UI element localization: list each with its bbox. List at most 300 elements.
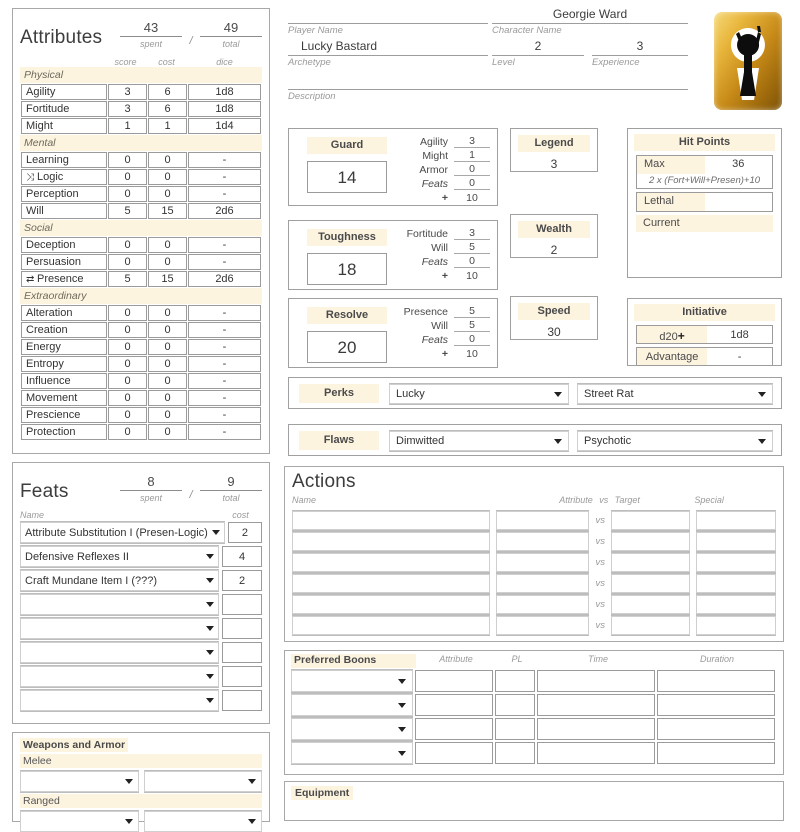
feat-select-7[interactable] <box>20 666 219 687</box>
small-stat-value[interactable]: 2 <box>550 243 558 257</box>
attribute-name-cell <box>21 152 107 168</box>
attribute-name-label: Creation <box>26 324 68 336</box>
defense-component-row <box>402 332 490 346</box>
defense-component-row <box>402 240 490 254</box>
attribute-name-cell <box>21 203 107 219</box>
actions-title: Actions <box>292 471 356 492</box>
experience-value[interactable]: 3 <box>592 38 688 56</box>
attribute-score-cell[interactable]: 5 <box>108 203 147 219</box>
action-name-input[interactable] <box>292 574 490 593</box>
attribute-dice-cell[interactable]: - <box>188 407 261 423</box>
attribute-name-label: Fortitude <box>26 103 70 115</box>
initiative-die-row <box>636 325 773 344</box>
defense-component-row <box>402 148 490 162</box>
hit-points-max-label: Max <box>637 156 705 174</box>
attribute-name-cell <box>21 101 107 117</box>
boon-pl-cell[interactable] <box>495 718 535 740</box>
chevron-down-icon <box>206 626 214 631</box>
defense-component-value[interactable]: 10 <box>466 270 478 282</box>
action-attribute-input[interactable] <box>496 574 589 593</box>
small-stat-box <box>510 296 598 340</box>
action-row <box>292 616 776 635</box>
boon-duration-cell[interactable] <box>657 742 775 764</box>
attribute-swap-icon: ⤨ <box>26 172 34 183</box>
attribute-cost-cell[interactable]: 0 <box>148 305 187 321</box>
level-field[interactable] <box>492 38 584 68</box>
boon-pl-cell[interactable] <box>495 742 535 764</box>
character-name-value[interactable]: Georgie Ward <box>492 6 688 24</box>
action-name-input[interactable] <box>292 595 490 614</box>
attribute-cost-cell[interactable]: 0 <box>148 390 187 406</box>
attribute-dice-cell[interactable]: - <box>188 186 261 202</box>
attribute-cost-cell[interactable]: 0 <box>148 356 187 372</box>
attribute-group-label: Physical <box>20 67 262 83</box>
defense-component-value[interactable]: 1 <box>454 149 490 162</box>
initiative-advantage-value[interactable]: - <box>737 351 742 363</box>
attribute-group-table <box>20 236 262 288</box>
character-name-label: Character Name <box>492 25 562 36</box>
attribute-score-cell[interactable]: 0 <box>108 237 147 253</box>
feat-select-4[interactable] <box>20 594 219 615</box>
feat-cost-cell[interactable] <box>222 642 262 663</box>
action-target-input[interactable] <box>611 553 690 572</box>
attribute-name-cell <box>21 407 107 423</box>
hit-points-lethal-block <box>636 192 773 212</box>
attribute-name-label: Energy <box>26 341 61 353</box>
description-field[interactable] <box>288 72 688 102</box>
attribute-score-cell[interactable]: 3 <box>108 101 147 117</box>
melee-weapon-select-1[interactable] <box>20 771 139 792</box>
action-attribute-input[interactable] <box>496 616 589 635</box>
attribute-name-cell <box>21 390 107 406</box>
weapons-and-armor-panel <box>12 732 270 822</box>
boon-attribute-cell[interactable] <box>415 742 493 764</box>
attribute-score-cell[interactable]: 0 <box>108 254 147 270</box>
attribute-row <box>21 373 261 389</box>
attribute-cost-cell[interactable]: 0 <box>148 186 187 202</box>
defense-component-value[interactable]: 5 <box>454 319 490 332</box>
attribute-row <box>21 186 261 202</box>
feat-select-1[interactable] <box>20 522 225 543</box>
boons-col-duration: Duration <box>699 654 735 664</box>
attribute-name-cell <box>21 169 107 185</box>
hit-points-current-label: Current <box>636 215 773 232</box>
attribute-dice-cell[interactable]: - <box>188 152 261 168</box>
attribute-group-table <box>20 304 262 441</box>
boon-pl-cell[interactable] <box>495 670 535 692</box>
boon-time-cell[interactable] <box>537 742 655 764</box>
boon-duration-cell[interactable] <box>657 718 775 740</box>
equipment-title: Equipment <box>291 786 353 800</box>
boon-row <box>291 742 777 764</box>
player-name-value[interactable] <box>288 6 488 24</box>
hit-points-lethal-value[interactable] <box>705 193 773 211</box>
attributes-col-dice: dice <box>216 57 233 67</box>
boon-time-cell[interactable] <box>537 670 655 692</box>
actions-panel <box>284 466 784 642</box>
archetype-field[interactable] <box>288 38 488 68</box>
attributes-total <box>200 20 262 49</box>
small-stat-value[interactable]: 30 <box>547 325 561 339</box>
attribute-dice-cell[interactable]: - <box>188 237 261 253</box>
attribute-cost-cell[interactable]: 0 <box>148 237 187 253</box>
attribute-name-label: Prescience <box>26 409 81 421</box>
feats-column-headers <box>20 504 262 520</box>
chevron-down-icon <box>206 554 214 559</box>
action-name-input[interactable] <box>292 553 490 572</box>
feats-total-label: total <box>222 493 240 503</box>
initiative-die-value[interactable]: 1d8 <box>730 329 749 341</box>
attributes-spent <box>120 20 182 49</box>
plus-icon: + <box>441 348 448 360</box>
boon-select-1[interactable] <box>291 670 413 692</box>
chevron-down-icon <box>398 703 406 708</box>
attribute-cost-cell[interactable]: 0 <box>148 407 187 423</box>
defense-component-value[interactable]: 0 <box>454 333 490 346</box>
boons-col-pl: PL <box>511 654 523 664</box>
chevron-down-icon <box>758 439 766 444</box>
perk-select-2[interactable] <box>577 384 773 404</box>
defense-component-row <box>402 162 490 176</box>
action-vs-label: vs <box>595 620 605 631</box>
feats-header <box>20 469 262 503</box>
attribute-cost-cell[interactable]: 15 <box>148 271 187 287</box>
hit-points-max-value[interactable]: 36 <box>732 158 745 170</box>
hit-points-max-row <box>637 156 772 174</box>
action-special-input[interactable] <box>696 574 776 593</box>
weapons-ranged-label: Ranged <box>20 794 262 808</box>
feat-cost-cell[interactable]: 2 <box>228 522 262 543</box>
attribute-dice-cell[interactable]: - <box>188 254 261 270</box>
attribute-row <box>21 118 261 134</box>
attribute-name-label: Perception <box>26 188 79 200</box>
action-special-input[interactable] <box>696 553 776 572</box>
attribute-score-cell[interactable]: 0 <box>108 186 147 202</box>
attribute-cost-cell[interactable]: 15 <box>148 203 187 219</box>
small-stat-box <box>510 128 598 172</box>
weapons-title: Weapons and Armor <box>20 738 128 752</box>
action-target-input[interactable] <box>611 616 690 635</box>
action-row <box>292 574 776 593</box>
defense-component-value[interactable]: 5 <box>454 305 490 318</box>
attribute-score-cell[interactable]: 5 <box>108 271 147 287</box>
boons-col-time: Time <box>588 654 608 664</box>
attribute-dice-cell[interactable]: 1d8 <box>188 84 261 100</box>
small-stat-name: Speed <box>518 303 590 320</box>
action-special-input[interactable] <box>696 616 776 635</box>
attribute-group-table <box>20 83 262 135</box>
small-stat-name: Legend <box>518 135 590 152</box>
actions-list <box>292 511 776 635</box>
attribute-name-cell <box>21 305 107 321</box>
feat-row <box>20 666 262 687</box>
attribute-cost-cell[interactable]: 0 <box>148 152 187 168</box>
flaw-1-value: Dimwitted <box>396 435 445 447</box>
defense-component-row <box>402 304 490 318</box>
feats-slash: / <box>189 489 193 501</box>
attribute-row <box>21 203 261 219</box>
attribute-score-cell[interactable]: 3 <box>108 84 147 100</box>
action-special-input[interactable] <box>696 511 776 530</box>
boon-attribute-cell[interactable] <box>415 694 493 716</box>
defense-component-label: Presence <box>403 306 448 318</box>
attribute-name-label: Presence <box>37 273 84 285</box>
defense-component-row <box>402 268 490 282</box>
attribute-dice-cell[interactable]: - <box>188 424 261 440</box>
boon-attribute-cell[interactable] <box>415 670 493 692</box>
attributes-spent-value: 43 <box>120 20 182 37</box>
hit-points-panel <box>627 128 782 278</box>
action-attribute-input[interactable] <box>496 511 589 530</box>
attribute-score-cell[interactable]: 0 <box>108 390 147 406</box>
attribute-dice-cell[interactable]: - <box>188 169 261 185</box>
defense-total-value[interactable]: 20 <box>307 331 387 363</box>
preferred-boons-panel <box>284 650 784 775</box>
defense-component-row <box>402 176 490 190</box>
action-name-input[interactable] <box>292 616 490 635</box>
defense-components <box>402 304 490 360</box>
action-target-input[interactable] <box>611 511 690 530</box>
defense-component-row <box>402 318 490 332</box>
equipment-panel <box>284 781 784 821</box>
defense-total-value[interactable]: 14 <box>307 161 387 193</box>
feat-row <box>20 642 262 663</box>
defense-component-row <box>402 254 490 268</box>
hit-points-formula: 2 x (Fort+Will+Presen)+10 <box>648 175 761 186</box>
attribute-cost-cell[interactable]: 0 <box>148 373 187 389</box>
attribute-dice-cell[interactable]: - <box>188 356 261 372</box>
feats-total <box>200 474 262 503</box>
feats-total-value: 9 <box>200 474 262 491</box>
chevron-down-icon <box>554 439 562 444</box>
feat-cost-cell[interactable]: 2 <box>222 570 262 591</box>
chevron-down-icon <box>398 727 406 732</box>
attribute-name-cell <box>21 322 107 338</box>
attribute-row <box>21 237 261 253</box>
action-target-input[interactable] <box>611 574 690 593</box>
boon-select-4[interactable] <box>291 742 413 764</box>
action-attribute-input[interactable] <box>496 595 589 614</box>
attribute-score-cell[interactable]: 0 <box>108 373 147 389</box>
attribute-cost-cell[interactable]: 0 <box>148 339 187 355</box>
attribute-row <box>21 84 261 100</box>
actions-col-vs: vs <box>599 495 609 505</box>
action-name-input[interactable] <box>292 511 490 530</box>
attribute-name-cell <box>21 373 107 389</box>
attribute-dice-cell[interactable]: 1d8 <box>188 101 261 117</box>
attribute-cost-cell[interactable]: 6 <box>148 84 187 100</box>
attribute-cost-cell[interactable]: 0 <box>148 322 187 338</box>
attributes-slash: / <box>189 35 193 47</box>
action-special-input[interactable] <box>696 595 776 614</box>
small-stat-name: Wealth <box>518 221 590 238</box>
attributes-col-cost: cost <box>158 57 175 67</box>
weapons-ranged-row <box>20 811 262 832</box>
feat-select-8[interactable] <box>20 690 219 711</box>
action-attribute-input[interactable] <box>496 553 589 572</box>
action-target-input[interactable] <box>611 595 690 614</box>
attribute-cost-cell[interactable]: 0 <box>148 254 187 270</box>
defense-name: Toughness <box>307 229 387 246</box>
boon-pl-cell[interactable] <box>495 694 535 716</box>
attribute-cost-cell[interactable]: 6 <box>148 101 187 117</box>
defense-component-label: Might <box>422 150 448 162</box>
boon-select-2[interactable] <box>291 694 413 716</box>
feat-cost-cell[interactable]: 4 <box>222 546 262 567</box>
feats-spent <box>120 474 182 503</box>
initiative-panel <box>627 298 782 366</box>
attribute-score-cell[interactable]: 0 <box>108 152 147 168</box>
weapons-melee-row <box>20 771 262 792</box>
attribute-group-label: Mental <box>20 135 262 151</box>
attribute-row <box>21 407 261 423</box>
small-stat-value[interactable]: 3 <box>550 157 558 171</box>
player-name-field[interactable] <box>288 6 488 36</box>
defense-component-value[interactable]: 3 <box>454 227 490 240</box>
boon-duration-cell[interactable] <box>657 694 775 716</box>
perks-panel <box>288 377 782 409</box>
attribute-name-label: Movement <box>26 392 78 404</box>
attribute-name-cell <box>21 237 107 253</box>
defense-component-row <box>402 226 490 240</box>
experience-label: Experience <box>592 57 640 68</box>
perk-2-value: Street Rat <box>584 388 634 400</box>
attribute-score-cell[interactable]: 0 <box>108 356 147 372</box>
feat-row <box>20 618 262 639</box>
attribute-score-cell[interactable]: 0 <box>108 305 147 321</box>
experience-field[interactable] <box>592 38 688 68</box>
ranged-weapon-select-2[interactable] <box>144 811 263 832</box>
defense-component-value[interactable]: 0 <box>454 255 490 268</box>
attribute-dice-cell[interactable]: 2d6 <box>188 271 261 287</box>
action-target-input[interactable] <box>611 532 690 551</box>
feat-row <box>20 570 262 591</box>
boon-duration-cell[interactable] <box>657 670 775 692</box>
defense-component-value[interactable]: 10 <box>466 192 478 204</box>
feat-select-3[interactable] <box>20 570 219 591</box>
archetype-value[interactable]: Lucky Bastard <box>288 38 488 56</box>
attributes-col-score: score <box>114 57 137 67</box>
feats-panel <box>12 462 270 724</box>
attribute-cost-cell[interactable]: 0 <box>148 424 187 440</box>
ranged-weapon-select-1[interactable] <box>20 811 139 832</box>
attribute-score-cell[interactable]: 0 <box>108 169 147 185</box>
attribute-row <box>21 101 261 117</box>
defense-component-value[interactable]: 3 <box>454 135 490 148</box>
perk-select-1[interactable] <box>389 384 569 404</box>
attribute-dice-cell[interactable]: - <box>188 322 261 338</box>
attribute-name-label: Agility <box>26 86 56 98</box>
chevron-down-icon <box>248 779 256 784</box>
attribute-dice-cell[interactable]: - <box>188 373 261 389</box>
defense-component-value[interactable]: 0 <box>454 163 490 176</box>
action-special-input[interactable] <box>696 532 776 551</box>
description-value[interactable] <box>288 72 688 90</box>
action-row <box>292 532 776 551</box>
actions-col-special: Special <box>694 495 724 505</box>
attribute-name-label: Will <box>26 205 44 217</box>
attribute-name-label: Deception <box>26 239 76 251</box>
attribute-group-label: Social <box>20 220 262 236</box>
feat-select-2[interactable] <box>20 546 219 567</box>
level-value[interactable]: 2 <box>492 38 584 56</box>
attribute-cost-cell[interactable]: 1 <box>148 118 187 134</box>
attribute-group-table <box>20 151 262 220</box>
attribute-score-cell[interactable]: 0 <box>108 424 147 440</box>
feat-cost-cell[interactable] <box>222 666 262 687</box>
attribute-name-label: Protection <box>26 426 76 438</box>
action-vs-label: vs <box>595 536 605 547</box>
attribute-score-cell[interactable]: 0 <box>108 407 147 423</box>
defense-component-row <box>402 190 490 204</box>
chevron-down-icon <box>554 392 562 397</box>
hit-points-max-block <box>636 155 773 189</box>
defense-component-value[interactable]: 5 <box>454 241 490 254</box>
defense-total-value[interactable]: 18 <box>307 253 387 285</box>
melee-weapon-select-2[interactable] <box>144 771 263 792</box>
action-vs-label: vs <box>595 578 605 589</box>
attribute-dice-cell[interactable]: - <box>188 339 261 355</box>
feat-cost-cell[interactable] <box>222 594 262 615</box>
action-vs-label: vs <box>595 599 605 610</box>
boon-time-cell[interactable] <box>537 718 655 740</box>
player-name-label: Player Name <box>288 25 343 36</box>
attribute-cost-cell[interactable]: 0 <box>148 169 187 185</box>
character-header <box>288 4 708 104</box>
feat-select-6[interactable] <box>20 642 219 663</box>
defense-component-value[interactable]: 10 <box>466 348 478 360</box>
attribute-score-cell[interactable]: 0 <box>108 339 147 355</box>
attribute-dice-cell[interactable]: - <box>188 390 261 406</box>
chevron-down-icon <box>206 698 214 703</box>
feat-cost-cell[interactable] <box>222 690 262 711</box>
feat-row <box>20 522 262 543</box>
defense-box <box>288 298 498 368</box>
initiative-title: Initiative <box>634 304 775 321</box>
initiative-die-text: d20 <box>659 331 678 343</box>
hit-points-lethal-row <box>637 193 772 211</box>
flaw-select-2[interactable] <box>577 431 773 451</box>
feat-row <box>20 690 262 711</box>
attribute-dice-cell[interactable]: 2d6 <box>188 203 261 219</box>
chevron-down-icon <box>212 530 220 535</box>
chevron-down-icon <box>125 779 133 784</box>
attribute-dice-cell[interactable]: 1d4 <box>188 118 261 134</box>
boon-select-3[interactable] <box>291 718 413 740</box>
flaws-tag: Flaws <box>299 431 379 450</box>
defense-components <box>402 226 490 282</box>
description-label: Description <box>288 91 336 102</box>
defense-name: Guard <box>307 137 387 154</box>
attribute-dice-cell[interactable]: - <box>188 305 261 321</box>
chevron-down-icon <box>206 650 214 655</box>
attribute-name-cell <box>21 118 107 134</box>
flaw-select-1[interactable] <box>389 431 569 451</box>
character-name-field[interactable] <box>492 6 688 36</box>
action-row <box>292 595 776 614</box>
feat-cost-cell[interactable] <box>222 618 262 639</box>
action-name-input[interactable] <box>292 532 490 551</box>
action-attribute-input[interactable] <box>496 532 589 551</box>
attribute-score-cell[interactable]: 1 <box>108 118 147 134</box>
feat-select-5[interactable] <box>20 618 219 639</box>
attribute-score-cell[interactable]: 0 <box>108 322 147 338</box>
boon-time-cell[interactable] <box>537 694 655 716</box>
defense-component-value[interactable]: 0 <box>454 177 490 190</box>
defense-box <box>288 220 498 290</box>
perk-1-value: Lucky <box>396 388 425 400</box>
boon-attribute-cell[interactable] <box>415 718 493 740</box>
